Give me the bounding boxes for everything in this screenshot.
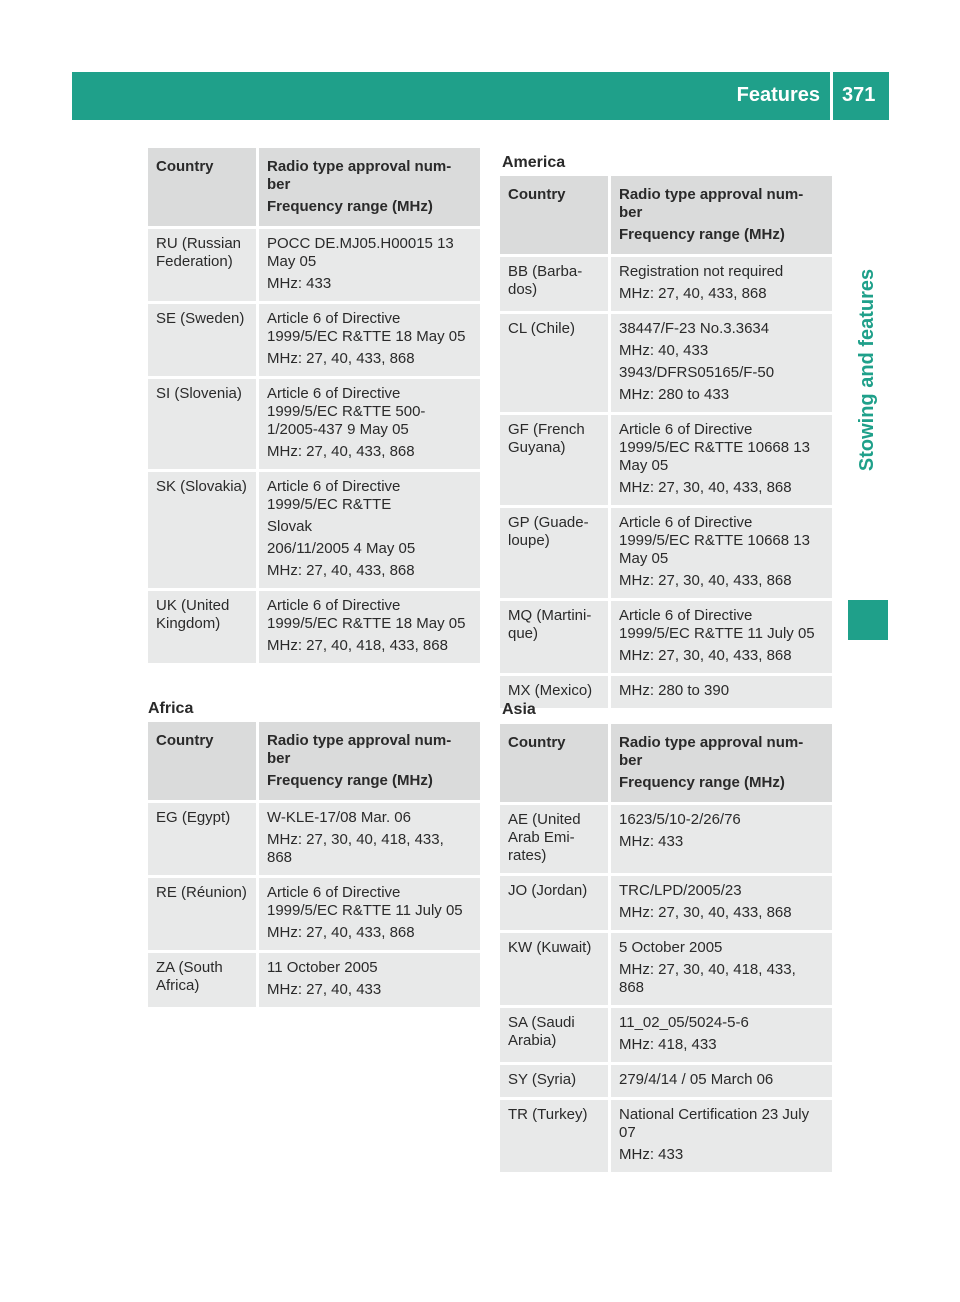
approval-line: Article 6 of Directive 1999/5/EC R&TTE 11 July 05 [619, 607, 815, 642]
country-cell: MX (Mexico) [500, 676, 611, 711]
approval-cell [611, 1100, 832, 1175]
country-header: Country [148, 722, 259, 803]
approval-cell [611, 805, 832, 876]
header-separator [830, 72, 833, 120]
frequency-header-label: Frequency range (MHz) [267, 772, 433, 789]
approval-header-label: Radio type approval num-ber [267, 732, 452, 767]
country-cell: SA (Saudi Arabia) [500, 1008, 611, 1065]
approval-line: 11_02_05/5024-5-6 [619, 1014, 749, 1031]
approval-line: Article 6 of Directive 1999/5/EC R&TTE 10668 13 May 05 [619, 421, 810, 474]
approval-line: MHz: 280 to 433 [619, 386, 730, 403]
country-cell: RU (Russian Federation) [148, 229, 259, 304]
approval-line: MHz: 433 [267, 275, 332, 292]
header-row [148, 722, 480, 803]
approval-line: Article 6 of Directive 1999/5/EC R&TTE 18 May 05 [267, 597, 466, 632]
header-row [500, 724, 832, 805]
approval-line: MHz: 280 to 390 [619, 682, 730, 699]
africa-table [148, 722, 480, 1010]
approval-cell [259, 304, 480, 379]
table-row [500, 876, 832, 933]
approval-cell [259, 472, 480, 591]
approval-cell [259, 591, 480, 666]
approval-line: 38447/F-23 No.3.3634 [619, 320, 770, 337]
approval-line: MHz: 27, 40, 418, 433, 868 [267, 637, 448, 654]
frequency-header-label: Frequency range (MHz) [619, 226, 785, 243]
approval-cell [611, 508, 832, 601]
asia-table [500, 724, 832, 1175]
approval-line: National Certification 23 July 07 [619, 1106, 810, 1141]
approval-line: Article 6 of Directive 1999/5/EC R&TTE 18 May 05 [267, 310, 466, 345]
approval-line: 206/11/2005 4 May 05 [267, 540, 416, 557]
country-cell: ZA (South Africa) [148, 953, 259, 1010]
approval-line: Registration not required [619, 263, 784, 280]
table-row [500, 601, 832, 676]
approval-header [611, 724, 832, 805]
frequency-header-label: Frequency range (MHz) [619, 774, 785, 791]
header-row [148, 148, 480, 229]
approval-header-label: Radio type approval num-ber [619, 186, 804, 221]
approval-header-label: Radio type approval num-ber [267, 158, 452, 193]
approval-line: 279/4/14 / 05 March 06 [619, 1071, 774, 1088]
country-cell: EG (Egypt) [148, 803, 259, 878]
country-cell: GF (French Guyana) [500, 415, 611, 508]
approval-line: MHz: 27, 30, 40, 433, 868 [619, 904, 792, 921]
table-row [500, 1100, 832, 1175]
approval-line: MHz: 27, 40, 433, 868 [267, 443, 415, 460]
approval-line: MHz: 27, 40, 433, 868 [267, 350, 415, 367]
country-cell: SI (Slovenia) [148, 379, 259, 472]
country-header: Country [500, 176, 611, 257]
approval-cell [611, 876, 832, 933]
country-cell: KW (Kuwait) [500, 933, 611, 1008]
approval-line: MHz: 27, 30, 40, 433, 868 [619, 647, 792, 664]
approval-line: MHz: 27, 30, 40, 418, 433, 868 [619, 961, 796, 996]
approval-line: MHz: 27, 30, 40, 433, 868 [619, 572, 792, 589]
approval-line: 5 October 2005 [619, 939, 723, 956]
table-row [148, 472, 480, 591]
table-row [500, 805, 832, 876]
table-row [148, 878, 480, 953]
approval-cell [611, 601, 832, 676]
approval-cell [611, 1008, 832, 1065]
approval-cell [259, 803, 480, 878]
approval-line: MHz: 27, 30, 40, 433, 868 [619, 479, 792, 496]
approval-line: MHz: 418, 433 [619, 1036, 717, 1053]
approval-line: TRC/LPD/2005/23 [619, 882, 742, 899]
approval-cell [259, 953, 480, 1010]
asia-heading: Asia [502, 701, 536, 718]
country-header: Country [500, 724, 611, 805]
africa-heading: Africa [148, 700, 194, 717]
country-cell: UK (United Kingdom) [148, 591, 259, 666]
country-cell: RE (Réunion) [148, 878, 259, 953]
america-heading: America [502, 154, 566, 171]
table-row [500, 933, 832, 1008]
approval-line: MHz: 27, 30, 40, 418, 433, 868 [267, 831, 444, 866]
approval-line: MHz: 27, 40, 433, 868 [267, 924, 415, 941]
approval-cell [611, 676, 832, 711]
page-number: 371 [842, 84, 876, 106]
approval-line: MHz: 27, 40, 433, 868 [267, 562, 415, 579]
approval-line: MHz: 433 [619, 833, 684, 850]
table-row [500, 257, 832, 314]
table-row [148, 304, 480, 379]
country-cell: GP (Guade-loupe) [500, 508, 611, 601]
table-row [500, 1008, 832, 1065]
approval-cell [611, 1065, 832, 1100]
country-cell: TR (Turkey) [500, 1100, 611, 1175]
side-tab-label: Stowing and features [856, 268, 878, 472]
country-cell: SE (Sweden) [148, 304, 259, 379]
approval-header-label: Radio type approval num-ber [619, 734, 804, 769]
approval-cell [259, 229, 480, 304]
header-title: Features [736, 84, 820, 106]
table-row [500, 676, 832, 711]
approval-line: MHz: 40, 433 [619, 342, 709, 359]
europe-table [148, 148, 480, 666]
approval-cell [611, 314, 832, 415]
approval-cell [611, 933, 832, 1008]
country-cell: JO (Jordan) [500, 876, 611, 933]
approval-line: MHz: 27, 40, 433, 868 [619, 285, 767, 302]
approval-line: 3943/DFRS05165/F-50 [619, 364, 775, 381]
country-cell: MQ (Martini-que) [500, 601, 611, 676]
table-row [500, 508, 832, 601]
approval-line: W-KLE-17/08 Mar. 06 [267, 809, 411, 826]
approval-line: Article 6 of Directive 1999/5/EC R&TTE 10668 13 May 05 [619, 514, 810, 567]
header-row [500, 176, 832, 257]
approval-cell [611, 257, 832, 314]
frequency-header-label: Frequency range (MHz) [267, 198, 433, 215]
table-row [500, 415, 832, 508]
country-cell: SY (Syria) [500, 1065, 611, 1100]
approval-line: Article 6 of Directive 1999/5/EC R&TTE 500-1/2005-437 9 May 05 [267, 385, 426, 438]
approval-line: Article 6 of Directive 1999/5/EC R&TTE [267, 478, 401, 513]
table-row [148, 953, 480, 1010]
approval-header [259, 148, 480, 229]
country-cell: CL (Chile) [500, 314, 611, 415]
table-row [148, 591, 480, 666]
approval-cell [259, 379, 480, 472]
approval-line: 1623/5/10-2/26/76 [619, 811, 741, 828]
approval-line: Article 6 of Directive 1999/5/EC R&TTE 11 July 05 [267, 884, 463, 919]
table-row [500, 1065, 832, 1100]
table-row [148, 229, 480, 304]
approval-header [259, 722, 480, 803]
country-header: Country [148, 148, 259, 229]
country-cell: SK (Slovakia) [148, 472, 259, 591]
approval-line: MHz: 27, 40, 433 [267, 981, 382, 998]
approval-line: MHz: 433 [619, 1146, 684, 1163]
table-row [148, 379, 480, 472]
table-row [148, 803, 480, 878]
approval-header [611, 176, 832, 257]
approval-line: POCC DE.MJ05.H00015 13 May 05 [267, 235, 454, 270]
america-table [500, 176, 832, 711]
approval-line: Slovak [267, 518, 313, 535]
country-cell: AE (United Arab Emi-rates) [500, 805, 611, 876]
approval-line: 11 October 2005 [267, 959, 378, 976]
approval-cell [611, 415, 832, 508]
country-cell: BB (Barba-dos) [500, 257, 611, 314]
table-row [500, 314, 832, 415]
approval-cell [259, 878, 480, 953]
side-tab-marker [848, 600, 888, 640]
